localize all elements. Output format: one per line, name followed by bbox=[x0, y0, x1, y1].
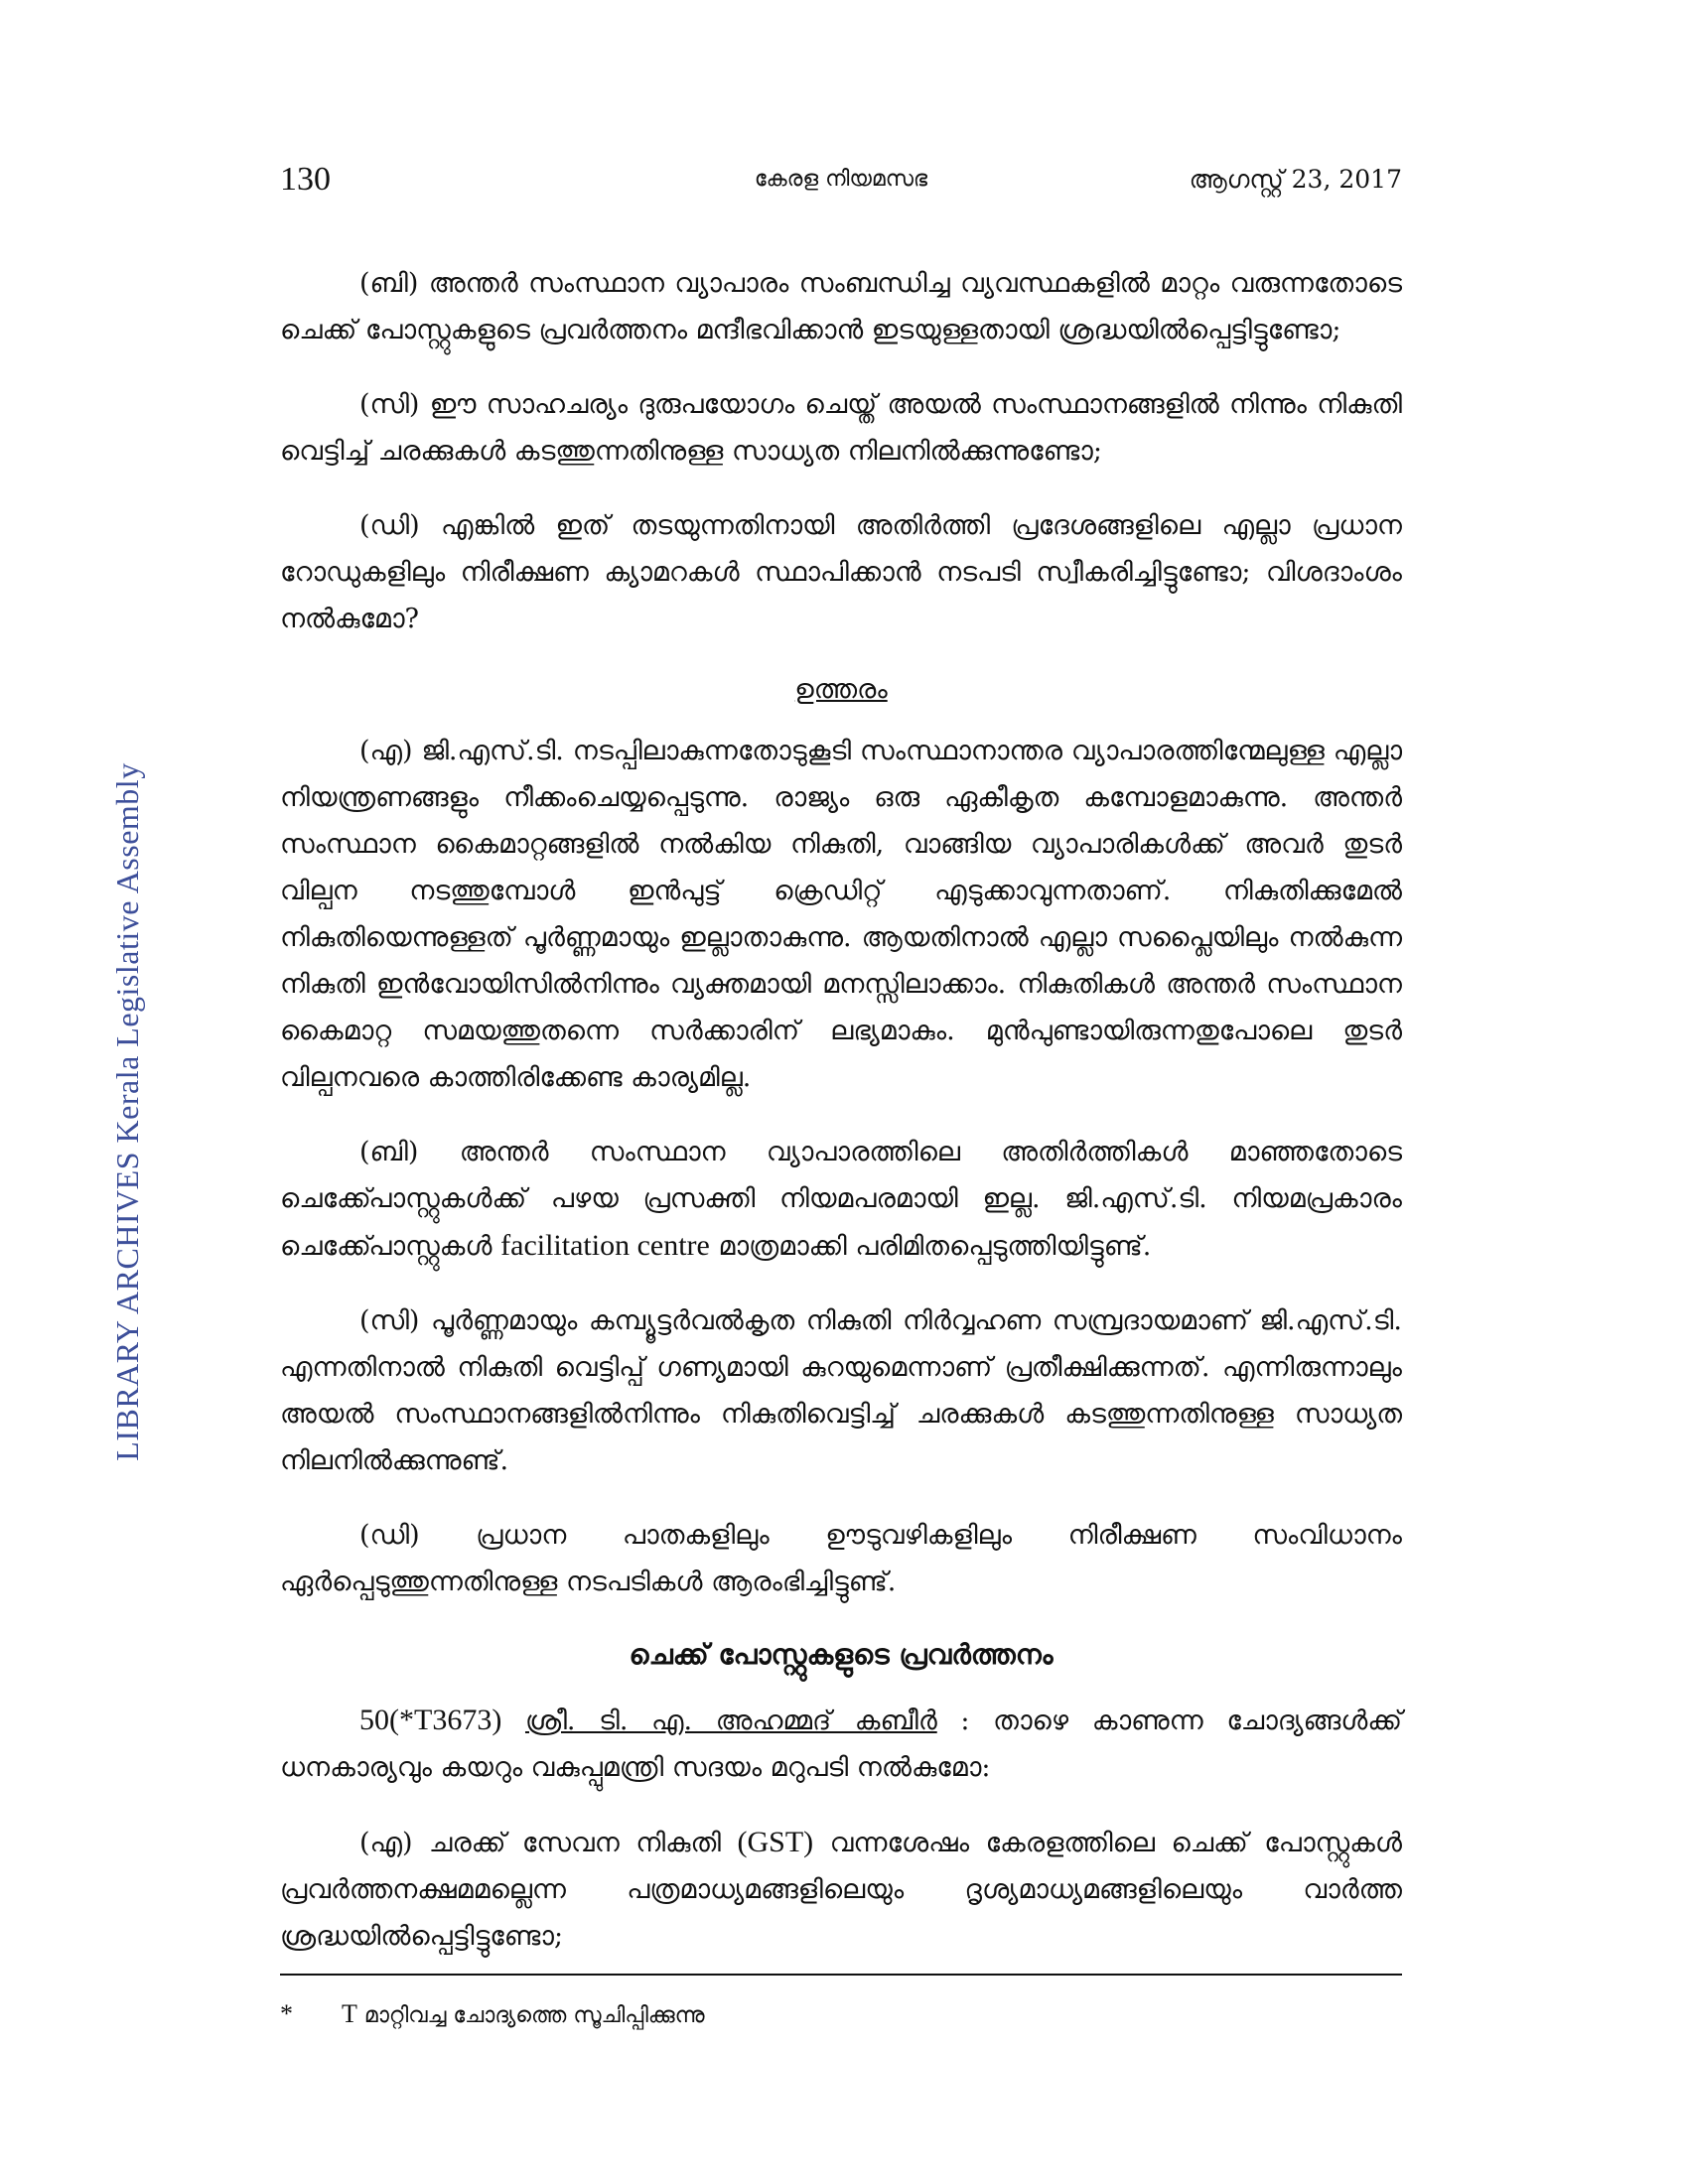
answer-part-b bbox=[280, 1129, 1402, 1270]
answer-part-b-text: (ബി) അന്തർ സംസ്ഥാന വ്യാപാരത്തിലെ അതിർത്തികൾ മാഞ്ഞതോടെ ചെക്ക്പോസ്റ്റുകൾക്ക് പഴയ പ്രസക്തി നിയമപരമായി ഇല്ല. ജി.എസ്.ടി. നിയമപ്രകാരം ചെക്ക്പോസ്റ്റുകൾ bbox=[280, 1137, 1402, 1262]
question-part-b: (ബി) അന്തർ സംസ്ഥാന വ്യാപാരം സംബന്ധിച്ച വ്യവസ്ഥകളിൽ മാറ്റം വരുന്നതോടെ ചെക്ക് പോസ്റ്റുകളുടെ പ്രവർത്തനം മന്ദീഭവിക്കാൻ ഇടയുള്ളതായി ശ്രദ്ധയിൽപ്പെട്ടിട്ടുണ്ടോ; bbox=[280, 268, 1402, 345]
answer-part-b-text-end: മാത്രമാക്കി പരിമിതപ്പെടുത്തിയിട്ടുണ്ട്. bbox=[718, 1231, 1152, 1262]
answer-part-d: (ഡി) പ്രധാന പാതകളിലും ഊടുവഴികളിലും നിരീക്ഷണ സംവിധാനം ഏർപ്പെടുത്തുന്നതിനുള്ള നടപടികൾ ആരംഭിച്ചിട്ടുണ്ട്. bbox=[280, 1520, 1402, 1597]
page-number: 130 bbox=[280, 161, 331, 198]
footnote-text: മാറ്റിവച്ച ചോദ്യത്തെ സൂചിപ്പിക്കുന്നു bbox=[363, 2003, 705, 2028]
footnote bbox=[280, 1997, 1402, 2033]
question-number: 50(*T3673) bbox=[359, 1704, 502, 1736]
running-title: കേരള നിയമസഭ bbox=[754, 167, 928, 192]
footnote-divider bbox=[280, 1974, 1402, 1976]
question-intro-text: : താഴെ കാണുന്ന ചോദ്യങ്ങൾക്ക് ധനകാര്യവും കയറും വകുപ്പുമന്ത്രി സദയം മറുപടി നൽകുമോ: bbox=[280, 1706, 1403, 1783]
question-intro bbox=[280, 1697, 1402, 1791]
question-heading: ചെക്ക് പോസ്റ്റുകളുടെ പ്രവർത്തനം bbox=[629, 1638, 1054, 1671]
new-question-part-a-text-end: വന്നശേഷം കേരളത്തിലെ ചെക്ക് പോസ്റ്റുകൾ പ്രവർത്തനക്ഷമമല്ലെന്ന പത്രമാധ്യമങ്ങളിലെയും ദൃശ്യമാധ്യമങ്ങളിലെയും വാർത്ത ശ്രദ്ധയിൽപ്പെട്ടിട്ടുണ്ടോ; bbox=[280, 1828, 1402, 1952]
new-question-part-a-text: (എ) ചരക്ക് സേവന നികുതി bbox=[359, 1828, 721, 1858]
gst-abbreviation: (GST) bbox=[737, 1826, 814, 1858]
page-body bbox=[280, 260, 1402, 1987]
answer-part-b-english-term: facilitation centre bbox=[500, 1229, 710, 1262]
answer-part-c: (സി) പൂർണ്ണമായും കമ്പ്യൂട്ടർവൽകൃത നികുതി നിർവ്വഹണ സമ്പ്രദായമാണ് ജി.എസ്.ടി. എന്നതിനാൽ നികുതി വെട്ടിപ്പ് ഗണ്യമായി കുറയുമെന്നാണ് പ്രതീക്ഷിക്കുന്നത്. എന്നിരുന്നാലും അയൽ സംസ്ഥാനങ്ങളിൽനിന്നും നികുതിവെട്ടിച്ച് ചരക്കുകൾ കടത്തുന്നതിനുള്ള സാധ്യത നിലനിൽക്കുന്നുണ്ട്. bbox=[280, 1305, 1402, 1476]
footnote-mark: * bbox=[280, 1999, 293, 2028]
answer-part-a: (എ) ജി.എസ്.ടി. നടപ്പിലാകുന്നതോടുകൂടി സംസ്ഥാനാന്തര വ്യാപാരത്തിന്മേലുള്ള എല്ലാ നിയന്ത്രണങ്ങളും നീക്കംചെയ്യപ്പെടുന്നു. രാജ്യം ഒരു ഏകീകൃത കമ്പോളമാകുന്നു. അന്തർ സംസ്ഥാന കൈമാറ്റങ്ങളിൽ നൽകിയ നികുതി, വാങ്ങിയ വ്യാപാരികൾക്ക് അവർ തുടർ വില്പന നടത്തുമ്പോൾ ഇൻപുട്ട് ക്രെഡിറ്റ് എടുക്കാവുന്നതാണ്. നികുതിക്കുമേൽ നികുതിയെന്നുള്ളത് പൂർണ്ണമായും ഇല്ലാതാകുന്നു. ആയതിനാൽ എല്ലാ സപ്ലൈയിലും നൽകുന്ന നികുതി ഇൻവോയിസിൽനിന്നും വ്യക്തമായി മനസ്സിലാക്കാം. നികുതികൾ അന്തർ സംസ്ഥാന കൈമാറ്റ സമയത്തുതന്നെ സർക്കാരിന് ലഭ്യമാകും. മുൻപുണ്ടായിരുന്നതുപോലെ തുടർ വില്പനവരെ കാത്തിരിക്കേണ്ട കാര്യമില്ല. bbox=[280, 736, 1402, 1093]
archive-watermark: LIBRARY ARCHIVES Kerala Legislative Assembly bbox=[109, 762, 145, 1461]
page-date: ആഗസ്റ്റ് 23, 2017 bbox=[1189, 165, 1402, 194]
question-part-d: (ഡി) എങ്കിൽ ഇത് തടയുന്നതിനായി അതിർത്തി പ്രദേശങ്ങളിലെ എല്ലാ പ്രധാന റോഡുകളിലും നിരീക്ഷണ ക്യാമറകൾ സ്ഥാപിക്കാൻ നടപടി സ്വീകരിച്ചിട്ടുണ്ടോ; വിശദാംശം നൽകുമോ? bbox=[280, 510, 1402, 634]
footnote-letter: T bbox=[342, 1999, 357, 2028]
answer-heading: ഉത്തരം bbox=[794, 674, 888, 705]
page-header bbox=[280, 161, 1402, 201]
question-part-c: (സി) ഈ സാഹചര്യം ദുരുപയോഗം ചെയ്ത് അയൽ സംസ്ഥാനങ്ങളിൽ നിന്നും നികുതി വെട്ടിച്ച് ചരക്കുകൾ കടത്തുന്നതിനുള്ള സാധ്യത നിലനിൽക്കുന്നുണ്ടോ; bbox=[280, 389, 1402, 467]
new-question-part-a bbox=[280, 1819, 1402, 1960]
member-name: ശ്രീ. ടി. എ. അഹമ്മദ് കബീർ bbox=[524, 1706, 937, 1736]
